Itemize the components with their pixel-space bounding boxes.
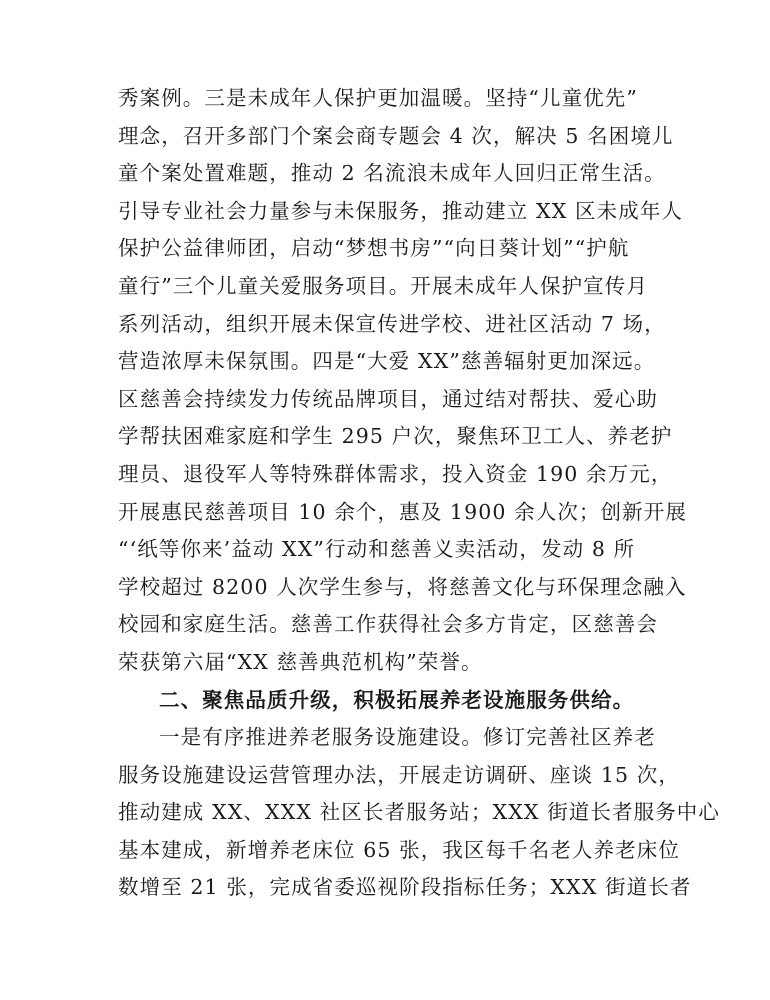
text-line: 区慈善会持续发力传统品牌项目，通过结对帮扶、爱心助 [118,386,658,411]
text-line: 推动建成 XX、XXX 社区长者服务站；XXX 街道长者服务中心 [118,800,721,825]
text-line: 保护公益律师团，启动“梦想书房”“向日葵计划”“护航 [118,236,630,261]
text-line: 学校超过 8200 人次学生参与，将慈善文化与环保理念融入 [118,574,687,599]
text-line: 荣获第六届“XX 慈善典范机构”荣誉。 [118,649,483,674]
section-heading: 二、聚焦品质升级，积极拓展养老设施服务供给。 [159,687,635,712]
text-line: 数增至 21 张，完成省委巡视阶段指标任务；XXX 街道长者 [118,875,692,900]
text-line: 童个案处置难题，推动 2 名流浪未成年人回归正常生活。 [118,161,666,186]
text-line: 学帮扶困难家庭和学生 295 户次，聚焦环卫工人、养老护 [118,424,673,449]
text-line: 开展惠民慈善项目 10 余个，惠及 1900 余人次；创新开展 [118,499,687,524]
text-line: 营造浓厚未保氛围。四是“大爱 XX”慈善辐射更加深远。 [118,349,656,374]
text-line: 基本建成，新增养老床位 65 张，我区每千名老人养老床位 [118,837,680,862]
text-line: 理念，召开多部门个案会商专题会 4 次，解决 5 名困境儿 [118,123,674,148]
text-line: 一是有序推进养老服务设施建设。修订完善社区养老 [159,725,656,750]
text-line: 系列活动，组织开展未保宣传进学校、进社区活动 7 场， [118,311,666,336]
text-line: 童行”三个儿童关爱服务项目。开展未成年人保护宣传月 [118,273,648,298]
text-line: 校园和家庭生活。慈善工作获得社会多方肯定，区慈善会 [118,612,658,637]
text-line: 引导专业社会力量参与未保服务，推动建立 XX 区未成年人 [118,198,684,223]
body-text [118,80,721,907]
text-line: “‘纸等你来’益动 XX”行动和慈善义卖活动，发动 8 所 [118,537,636,562]
text-line: 理员、退役军人等特殊群体需求，投入资金 190 余万元， [118,461,673,486]
text-line: 服务设施建设运营管理办法，开展走访调研、座谈 15 次， [118,762,680,787]
text-line: 秀案例。三是未成年人保护更加温暖。坚持“儿童优先” [118,86,638,110]
